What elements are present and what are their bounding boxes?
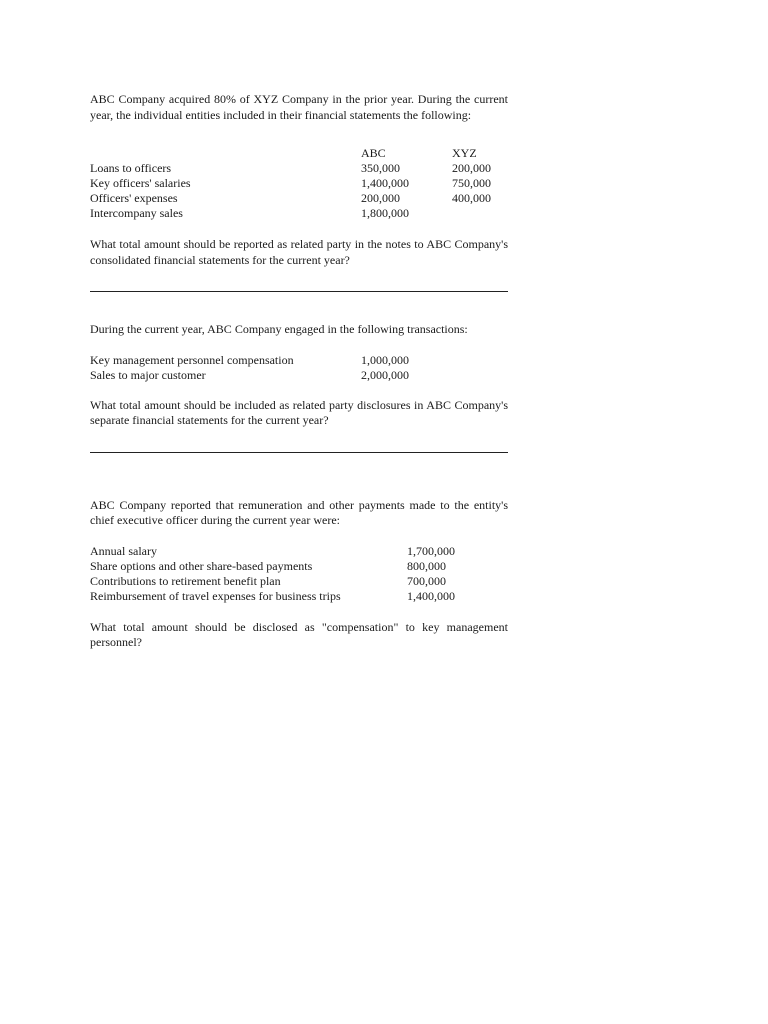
- row-label: Reimbursement of travel expenses for business trips: [90, 588, 341, 603]
- answer-line: [90, 452, 508, 453]
- header-abc: ABC: [361, 146, 386, 160]
- problem-2-intro: During the current year, ABC Company engaged in the following transactions:: [90, 322, 468, 336]
- row-xyz-value: [452, 206, 491, 221]
- answer-line: [90, 291, 508, 292]
- table-header-row: [90, 146, 491, 161]
- table-row: [90, 161, 491, 176]
- row-label: Intercompany sales: [90, 206, 183, 220]
- problem-3: [90, 498, 508, 651]
- table-row: [90, 368, 409, 383]
- table-row: [90, 206, 491, 221]
- row-label: Key management personnel compensation: [90, 352, 294, 367]
- table-row: [90, 191, 491, 206]
- row-label: Officers' expenses: [90, 191, 178, 205]
- problem-2-table: [90, 353, 409, 383]
- row-value: 800,000: [407, 558, 446, 573]
- problem-3-question: What total amount should be disclosed as "compensation" to key management personnel?: [90, 619, 508, 649]
- row-abc-value: 1,800,000: [361, 206, 409, 220]
- row-label: Key officers' salaries: [90, 176, 191, 190]
- row-abc-value: 200,000: [361, 191, 400, 205]
- problem-1-intro: ABC Company acquired 80% of XYZ Company in the prior year. During the current year, the individual entities included in their financial statements the following:: [90, 92, 508, 122]
- problem-2: [90, 322, 508, 453]
- header-blank: [90, 146, 361, 161]
- row-label: Sales to major customer: [90, 367, 206, 382]
- row-abc-value: 350,000: [361, 161, 400, 175]
- row-label: Share options and other share-based payments: [90, 558, 313, 573]
- row-xyz-value: 400,000: [452, 191, 491, 205]
- problem-1: [90, 92, 508, 292]
- table-row: [90, 176, 491, 191]
- header-xyz: XYZ: [452, 146, 477, 160]
- row-value: 700,000: [407, 573, 446, 588]
- table-row: [90, 544, 455, 559]
- problem-3-intro: ABC Company reported that remuneration and other payments made to the entity's chief executive officer during the current year were:: [90, 497, 508, 527]
- problem-2-question: What total amount should be included as related party disclosures in ABC Company's separate financial statements for the current year?: [90, 397, 508, 427]
- problem-1-question: What total amount should be reported as related party in the notes to ABC Company's consolidated financial statements for the current year?: [90, 237, 508, 267]
- row-value: 1,400,000: [407, 588, 455, 603]
- row-value: 2,000,000: [361, 367, 409, 382]
- row-xyz-value: 750,000: [452, 176, 491, 190]
- row-value: 1,000,000: [361, 352, 409, 367]
- row-label: Contributions to retirement benefit plan: [90, 573, 281, 588]
- problem-3-table: [90, 544, 455, 604]
- row-label: Annual salary: [90, 543, 157, 558]
- document-page: [90, 92, 508, 651]
- row-value: 1,700,000: [407, 543, 455, 558]
- row-label: Loans to officers: [90, 161, 172, 175]
- problem-1-table: [90, 146, 491, 221]
- table-row: [90, 559, 455, 574]
- row-xyz-value: 200,000: [452, 161, 491, 175]
- table-row: [90, 353, 409, 368]
- row-abc-value: 1,400,000: [361, 176, 409, 190]
- table-row: [90, 589, 455, 604]
- table-row: [90, 574, 455, 589]
